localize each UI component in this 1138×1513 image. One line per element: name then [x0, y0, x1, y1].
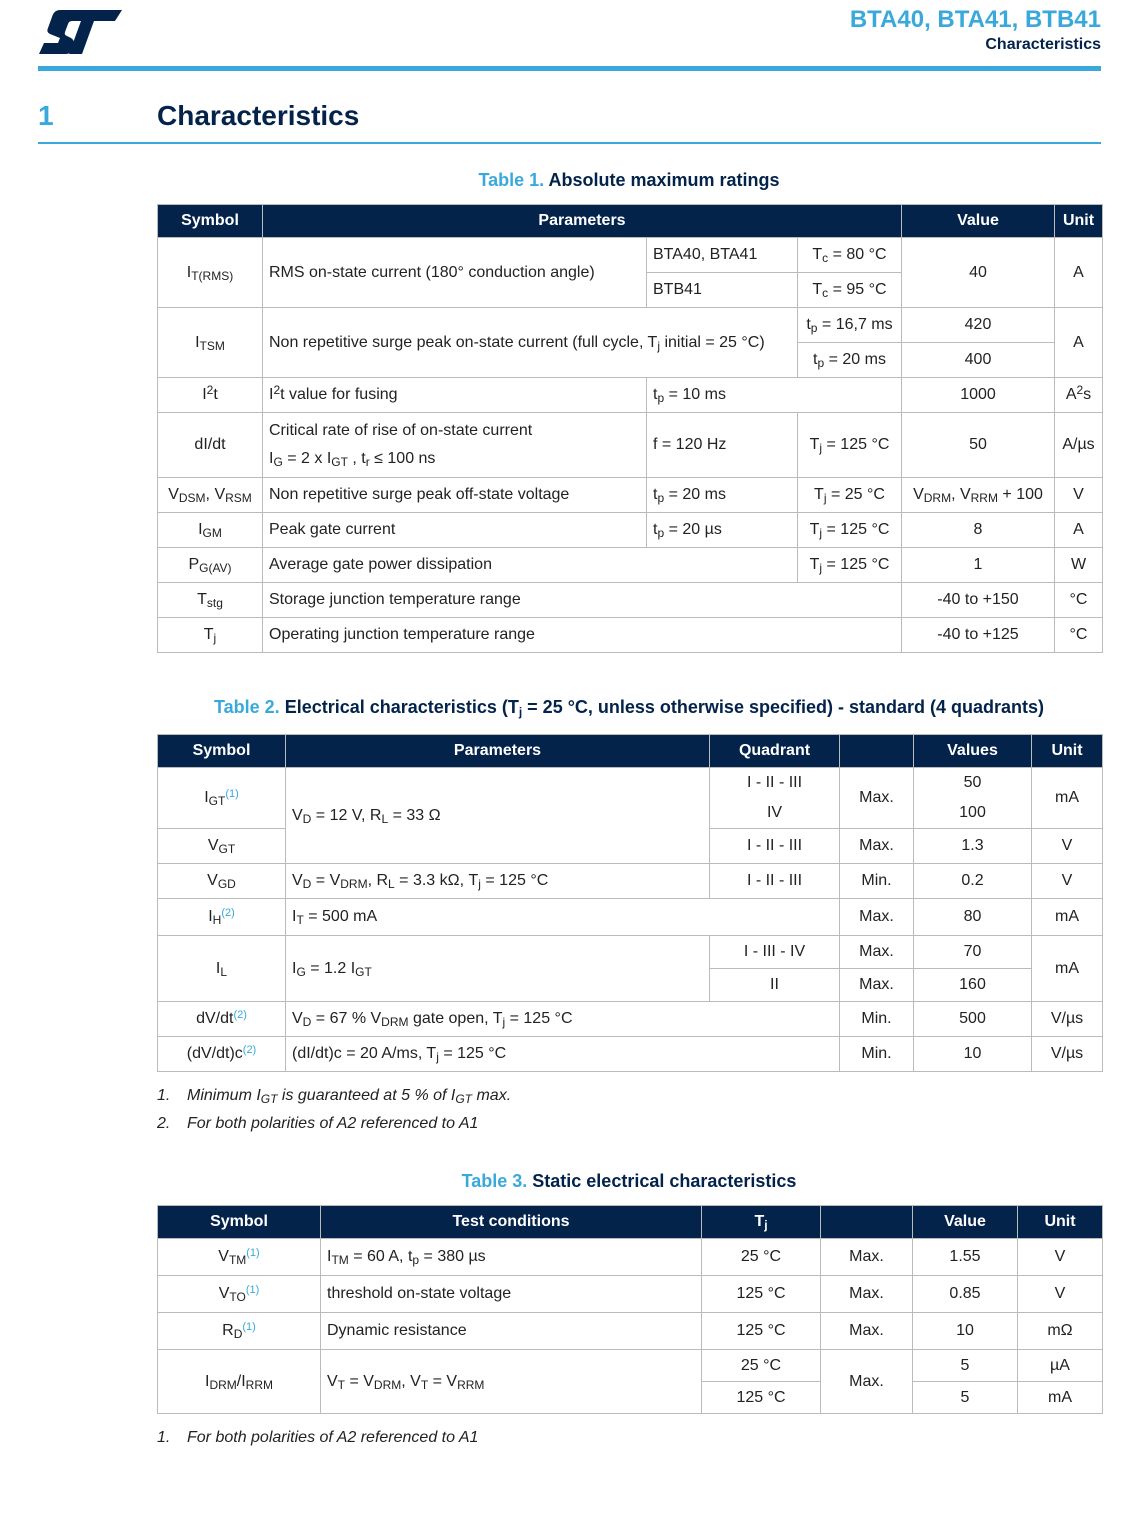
quadrant-cell: IV [710, 798, 840, 829]
condition-cell: $t_p = 20$ ms [647, 478, 798, 513]
value-cell: 5 [913, 1382, 1018, 1414]
table-row [158, 768, 1103, 799]
col-header: Test conditions [321, 1206, 702, 1239]
table-row [158, 936, 1103, 969]
symbol-cell: $I_{DRM}/I_{RRM}$ [158, 1350, 321, 1414]
tj-cell: 125 °C [702, 1382, 821, 1414]
table2-footnote-2: 2. For both polarities of A2 referenced to A1 [157, 1115, 479, 1132]
param-cell: $V_T = V_{DRM}$, $V_T = V_{RRM}$ [321, 1350, 702, 1414]
symbol-cell: $P_{G(AV)}$ [158, 548, 263, 583]
unit-cell: mA [1018, 1382, 1103, 1414]
table3-label: Table 3. [461, 1171, 528, 1191]
param-cell: Dynamic resistance [321, 1313, 702, 1350]
limit-cell: Max. [821, 1350, 913, 1414]
section-rule [38, 142, 1101, 144]
unit-cell: mA [1032, 768, 1103, 829]
unit-cell: V [1032, 829, 1103, 864]
table-row [158, 1002, 1103, 1037]
param-cell: Non repetitive surge peak on-state current (full cycle, $T_j$ initial = 25 °C) [263, 308, 798, 378]
tj-cell: 25 °C [702, 1350, 821, 1382]
unit-cell: V/µs [1032, 1002, 1103, 1037]
symbol-cell: $V_{TM}^{(1)}$ [158, 1239, 321, 1276]
value-cell: 70 [914, 936, 1032, 969]
param-cell: $V_D = V_{DRM}$, $R_L = 3.3$ kΩ, $T_j = 125$ °C [286, 864, 710, 899]
param-cell: $I_{TM} = 60$ A, $t_p = 380$ µs [321, 1239, 702, 1276]
unit-cell: A/µs [1055, 413, 1103, 478]
value-cell: 420 [902, 308, 1055, 343]
col-header: Parameters [263, 205, 902, 238]
table-row [158, 513, 1103, 548]
table-row [158, 1276, 1103, 1313]
param-text: t value for fusing [280, 386, 398, 403]
value-cell: 40 [902, 238, 1055, 308]
table-row [158, 864, 1103, 899]
table3-caption [157, 1171, 1101, 1192]
table2-title-end: = 25 °C, unless otherwise specified) - standard (4 quadrants) [522, 697, 1045, 717]
unit-cell: W [1055, 548, 1103, 583]
value-cell: -40 to +150 [902, 583, 1055, 618]
symbol-cell: $I^2t$ [158, 378, 263, 413]
col-header: Unit [1055, 205, 1103, 238]
symbol-cell: $I_{TSM}$ [158, 308, 263, 378]
section-title: Characteristics [157, 100, 360, 131]
param-cell: $I^2t$ value for fusing [263, 378, 647, 413]
table-row [158, 618, 1103, 653]
condition-cell: $T_j = 25$ °C [798, 478, 902, 513]
document-title: BTA40, BTA41, BTB41 [849, 6, 1101, 33]
table-header-row [158, 735, 1103, 768]
table-row [158, 238, 1103, 273]
limit-cell: Max. [821, 1313, 913, 1350]
limit-cell: Max. [840, 829, 914, 864]
table2-label: Table 2. [213, 697, 280, 717]
table2-caption: Table 2. Electrical characteristics ($T_j = 25$ °C, unless otherwise specified) - standard (4 quadrants) [213, 697, 1045, 719]
param-cell: $V_D = 67$ % $V_{DRM}$ gate open, $T_j = 125$ °C [286, 1002, 840, 1037]
col-header: Unit [1018, 1206, 1103, 1239]
table2-footnote-1: 1. Minimum $I_{GT}$ is guaranteed at 5 % of $I_{GT}$ max. [157, 1087, 512, 1106]
limit-cell: Max. [840, 936, 914, 969]
unit-cell: V [1018, 1276, 1103, 1313]
value-cell: -40 to +125 [902, 618, 1055, 653]
value-cell: 5 [913, 1350, 1018, 1382]
limit-cell: Max. [821, 1239, 913, 1276]
symbol-cell: $V_{TO}^{(1)}$ [158, 1276, 321, 1313]
table-row [158, 583, 1103, 618]
section-number: 1 [38, 100, 54, 131]
condition-cell: f = 120 Hz [647, 413, 798, 478]
param-cell: Operating junction temperature range [263, 618, 902, 653]
absolute-max-ratings-table [157, 204, 1103, 653]
unit-cell: mA [1032, 936, 1103, 1002]
param-cell: Non repetitive surge peak off-state voltage [263, 478, 647, 513]
symbol-cell: $V_{DSM}$, $V_{RSM}$ [158, 478, 263, 513]
unit-cell: A [1055, 308, 1103, 378]
col-header: Symbol [158, 735, 286, 768]
col-header: Symbol [158, 205, 263, 238]
value-cell: 500 [914, 1002, 1032, 1037]
symbol-cell: $I_{T(RMS)}$ [158, 238, 263, 308]
param-cell: RMS on-state current (180° conduction angle) [263, 238, 647, 308]
value-cell: 50 [914, 768, 1032, 799]
symbol-cell: $T_j$ [158, 618, 263, 653]
value-cell: 10 [913, 1313, 1018, 1350]
unit-cell: A [1055, 513, 1103, 548]
footnote-text: For both polarities of A2 referenced to A1 [187, 1115, 479, 1132]
table3-title: Static electrical characteristics [532, 1171, 797, 1191]
quadrant-cell: I - III - IV [710, 936, 840, 969]
unit-cell: A [1055, 238, 1103, 308]
table-row [158, 1239, 1103, 1276]
tj-cell: 125 °C [702, 1276, 821, 1313]
limit-cell: Min. [840, 864, 914, 899]
value-cell: 1000 [902, 378, 1055, 413]
value-cell: 1.55 [913, 1239, 1018, 1276]
col-header: $T_j$ [702, 1206, 821, 1239]
symbol-cell: $V_{GT}$ [158, 829, 286, 864]
condition-cell: $T_j = 125$ °C [798, 513, 902, 548]
table-row [158, 1313, 1103, 1350]
electrical-characteristics-table [157, 734, 1103, 1072]
value-cell: 1.3 [914, 829, 1032, 864]
table-row [158, 1037, 1103, 1072]
unit-cell: $A^2s$ [1055, 378, 1103, 413]
param-cell: (dI/dt)c = 20 A/ms, $T_j = 125$ °C [286, 1037, 840, 1072]
symbol-cell: $I_L$ [158, 936, 286, 1002]
value-cell: 0.85 [913, 1276, 1018, 1313]
unit-cell: V [1055, 478, 1103, 513]
condition-cell: $t_p = 20$ ms [798, 343, 902, 378]
col-header: Quadrant [710, 735, 840, 768]
table2-title: Electrical characteristics (T [284, 697, 519, 717]
header-rule [38, 66, 1101, 71]
unit-cell: °C [1055, 618, 1103, 653]
limit-cell: Min. [840, 1037, 914, 1072]
table-row [158, 1350, 1103, 1382]
tj-cell: 25 °C [702, 1239, 821, 1276]
col-header [821, 1206, 913, 1239]
unit-cell: V/µs [1032, 1037, 1103, 1072]
value-cell: 100 [914, 798, 1032, 829]
unit-cell: mA [1032, 899, 1103, 936]
col-header: Unit [1032, 735, 1103, 768]
table-row [158, 413, 1103, 478]
symbol-cell: $R_D^{(1)}$ [158, 1313, 321, 1350]
tj-cell: 125 °C [702, 1313, 821, 1350]
table-row [158, 308, 1103, 343]
condition-cell: $T_c = 80$ °C [798, 238, 902, 273]
param-text: (dI/dt)c = 20 A/ms, T [292, 1045, 437, 1062]
quadrant-cell: I - II - III [710, 768, 840, 799]
value-cell: 400 [902, 343, 1055, 378]
condition-cell: $T_j = 125$ °C [798, 413, 902, 478]
param-text: initial = 25 °C) [660, 333, 765, 351]
param-cell: $I_T = 500$ mA [286, 899, 840, 936]
device-cell: BTA40, BTA41 [647, 238, 798, 273]
col-header: Value [913, 1206, 1018, 1239]
device-cell: BTB41 [647, 273, 798, 308]
limit-cell: Max. [840, 899, 914, 936]
symbol-cell: $V_{GD}$ [158, 864, 286, 899]
col-header: Values [914, 735, 1032, 768]
symbol-cell: dI/dt [158, 413, 263, 478]
limit-cell: Max. [840, 768, 914, 829]
table-row [158, 378, 1103, 413]
col-header: Symbol [158, 1206, 321, 1239]
footnote-text: For both polarities of A2 referenced to A1 [187, 1429, 479, 1446]
param-text: Critical rate of rise of on-state current [269, 422, 533, 439]
st-logo [38, 8, 124, 56]
condition-cell: $t_p = 16,7$ ms [798, 308, 902, 343]
table1-label: Table 1. [478, 170, 545, 190]
symbol-cell: $I_H^{(2)}$ [158, 899, 286, 936]
param-cell: $I_G = 1.2$ $I_{GT}$ [286, 936, 710, 1002]
symbol-cell: (dV/dt)c$^{(2)}$ [158, 1037, 286, 1072]
value-cell: 1 [902, 548, 1055, 583]
static-characteristics-table [157, 1205, 1103, 1414]
symbol-cell: $I_{GT}^{(1)}$ [158, 768, 286, 829]
value-cell: 0.2 [914, 864, 1032, 899]
table-row [158, 478, 1103, 513]
col-header: Parameters [286, 735, 710, 768]
symbol-cell: $I_{GM}$ [158, 513, 263, 548]
symbol-cell: dV/dt$^{(2)}$ [158, 1002, 286, 1037]
col-header [840, 735, 914, 768]
table-row [158, 548, 1103, 583]
quadrant-cell: I - II - III [710, 864, 840, 899]
limit-cell: Min. [840, 1002, 914, 1037]
param-cell: Storage junction temperature range [263, 583, 902, 618]
condition-cell: $T_j = 125$ °C [798, 548, 902, 583]
limit-cell: Max. [840, 969, 914, 1002]
symbol-cell: $T_{stg}$ [158, 583, 263, 618]
value-cell: 8 [902, 513, 1055, 548]
condition-cell: $T_c = 95$ °C [798, 273, 902, 308]
value-cell: 80 [914, 899, 1032, 936]
param-text: Non repetitive surge peak on-state current (full cycle, T [269, 333, 658, 351]
value-cell: $V_{DRM}$, $V_{RRM} + 100$ [902, 478, 1055, 513]
table1-title: Absolute maximum ratings [548, 170, 780, 190]
value-cell: 50 [902, 413, 1055, 478]
param-cell: Average gate power dissipation [263, 548, 798, 583]
condition-cell: $t_p = 20$ µs [647, 513, 798, 548]
param-cell: Critical rate of rise of on-state current $I_G = 2$ x $I_{GT}$ , $t_r \le 100$ ns [263, 413, 647, 478]
param-cell: Peak gate current [263, 513, 647, 548]
param-cell: threshold on-state voltage [321, 1276, 702, 1313]
document-subtitle: Characteristics [985, 36, 1101, 53]
table-header-row [158, 205, 1103, 238]
quadrant-cell: II [710, 969, 840, 1002]
table-header-row [158, 1206, 1103, 1239]
quadrant-cell: I - II - III [710, 829, 840, 864]
limit-cell: Max. [821, 1276, 913, 1313]
unit-cell: V [1032, 864, 1103, 899]
value-cell: 160 [914, 969, 1032, 1002]
col-header: Value [902, 205, 1055, 238]
table-row [158, 899, 1103, 936]
unit-cell: µA [1018, 1350, 1103, 1382]
unit-cell: V [1018, 1239, 1103, 1276]
unit-cell: °C [1055, 583, 1103, 618]
param-cell: $V_D = 12$ V, $R_L = 33$ Ω [286, 768, 710, 864]
value-cell: 10 [914, 1037, 1032, 1072]
table1-caption [157, 170, 1101, 191]
condition-cell: $t_p = 10$ ms [647, 378, 902, 413]
unit-cell: mΩ [1018, 1313, 1103, 1350]
table3-footnote: 1. For both polarities of A2 referenced to A1 [157, 1429, 479, 1446]
